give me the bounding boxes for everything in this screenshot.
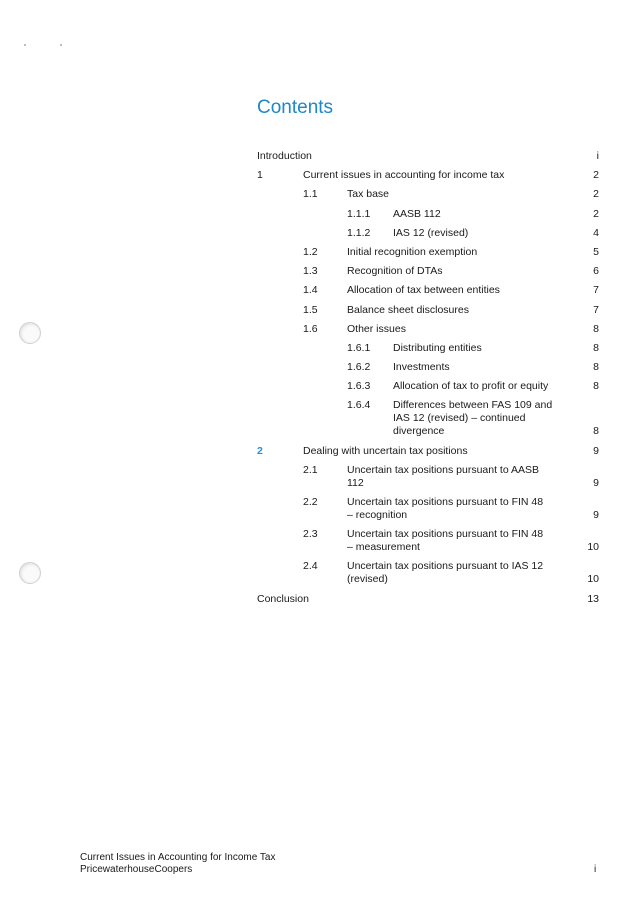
toc-entry-number: 2.1 [303,463,318,476]
toc-entry-title: IAS 12 (revised) [393,226,469,239]
toc-entry[interactable] [257,169,599,182]
toc-entry-number: 1.6.1 [347,341,371,354]
toc-entry-title: Other issues [347,322,406,335]
scan-speck [60,44,62,46]
toc-entry-title: Recognition of DTAs [347,265,443,278]
toc-entry-page: 5 [593,245,599,258]
footer-page-number: i [594,864,597,875]
toc-entry-number: 1.5 [303,303,318,316]
toc-entry-title: Allocation of tax between entities [347,284,500,297]
toc-entry-page: 9 [593,509,599,521]
toc-entry[interactable] [257,560,599,586]
toc-entry-page: 4 [593,226,599,239]
toc-entry[interactable] [257,265,599,278]
toc-entry[interactable] [257,399,599,438]
toc-entry-number: 1.4 [303,284,318,297]
toc-entry-number: 2.2 [303,496,318,508]
toc-entry-title: Differences between FAS 109 and IAS 12 (revised) – continued divergence [393,399,553,438]
toc-entry-page: 8 [593,361,599,374]
toc-entry[interactable] [257,342,599,355]
toc-entry-page: 7 [593,303,599,316]
toc-entry-number: 1.3 [303,265,318,278]
footer-document-title: Current Issues in Accounting for Income Tax [80,852,276,863]
toc-entry-number: 1.6.4 [347,399,371,412]
toc-entry[interactable] [257,246,599,259]
toc-entry-title: Uncertain tax positions pursuant to AASB 112 [347,463,540,489]
toc-entry-title: Conclusion [257,592,309,605]
toc-entry-number: 2.4 [303,560,318,573]
footer [80,852,275,875]
toc-entry[interactable] [257,445,599,458]
toc-entry[interactable] [257,380,599,393]
toc-entry[interactable] [257,496,599,522]
toc-entry[interactable] [257,361,599,374]
toc-entry-title: Uncertain tax positions pursuant to FIN 48 – recognition [347,496,544,521]
toc-entry-title: Tax base [347,188,390,201]
toc-entry-page: 10 [587,541,599,554]
toc-entry-number: 2 [257,444,263,457]
page-title: Contents [257,97,334,118]
toc-entry-number: 1 [257,169,263,182]
toc-entry-number: 1.6.2 [347,361,371,374]
toc-entry-title: Dealing with uncertain tax positions [303,444,468,457]
toc-entry-page: i [596,150,599,162]
toc-entry[interactable] [257,528,599,554]
toc-entry[interactable] [257,227,599,240]
toc-entry[interactable] [257,304,599,317]
toc-entry-title: AASB 112 [393,207,441,220]
toc-entry-title: Investments [393,361,450,374]
toc-entry-page: 8 [593,322,599,335]
toc-entry[interactable] [257,323,599,336]
table-of-contents [257,150,599,612]
toc-entry-page: 9 [593,476,599,489]
toc-entry-number: 1.6.3 [347,380,371,393]
toc-entry-number: 1.2 [303,245,318,258]
toc-entry[interactable] [257,208,599,221]
toc-entry-title: Uncertain tax positions pursuant to FIN 48 – measurement [347,528,544,554]
toc-entry[interactable] [257,188,599,201]
toc-entry[interactable] [257,464,599,490]
toc-entry-page: 6 [593,265,599,278]
toc-entry-page: 2 [593,169,599,182]
toc-entry[interactable] [257,593,599,606]
toc-entry-number: 1.1.2 [347,226,371,239]
footer-company: PricewaterhouseCoopers [80,863,193,875]
toc-entry-page: 7 [593,284,599,297]
toc-entry-title: Initial recognition exemption [347,245,478,258]
toc-entry-number: 1.1 [303,188,318,201]
toc-entry-page: 9 [593,444,599,457]
toc-entry-page: 8 [593,425,599,438]
toc-entry-number: 2.3 [303,528,318,541]
punch-hole-top [19,322,41,344]
scan-speck [24,44,26,46]
punch-hole-bottom [19,562,41,584]
toc-entry-title: Allocation of tax to profit or equity [393,380,549,393]
toc-entry-page: 8 [593,341,599,354]
toc-entry-title: Introduction [257,150,312,162]
toc-entry-page: 2 [593,188,599,201]
toc-entry-page: 10 [587,573,599,586]
toc-entry-title: Uncertain tax positions pursuant to IAS 12 (revised) [347,560,544,586]
toc-entry-page: 8 [593,380,599,393]
toc-entry-title: Current issues in accounting for income tax [303,169,505,182]
toc-entry-page: 2 [593,207,599,220]
toc-entry-title: Distributing entities [393,341,482,354]
toc-entry-number: 1.6 [303,322,318,335]
toc-entry[interactable] [257,150,599,163]
toc-entry-title: Balance sheet disclosures [347,303,469,316]
toc-entry-page: 13 [587,592,599,605]
toc-entry-number: 1.1.1 [347,207,371,220]
toc-entry[interactable] [257,284,599,297]
